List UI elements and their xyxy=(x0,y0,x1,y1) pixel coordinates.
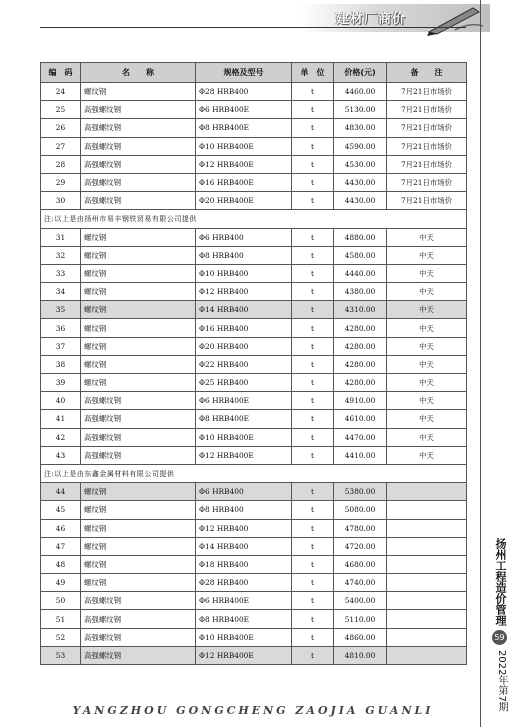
table-row xyxy=(41,137,467,155)
cell-unit: t xyxy=(292,574,334,592)
cell-note: 中天 xyxy=(387,428,467,446)
cell-code: 43 xyxy=(41,446,81,464)
cell-price: 5400.00 xyxy=(334,592,387,610)
cell-spec: Φ8 HRB400E xyxy=(196,610,292,628)
cell-code: 45 xyxy=(41,501,81,519)
table-row xyxy=(41,173,467,191)
col-header-unit: 单 位 xyxy=(292,63,334,83)
cell-spec: Φ6 HRB400E xyxy=(196,592,292,610)
cell-code: 37 xyxy=(41,337,81,355)
cell-unit: t xyxy=(292,155,334,173)
cell-note: 7月21日市场价 xyxy=(387,119,467,137)
cell-spec: Φ12 HRB400 xyxy=(196,519,292,537)
table-row xyxy=(41,574,467,592)
cell-name: 高强螺纹钢 xyxy=(81,119,196,137)
cell-code: 27 xyxy=(41,137,81,155)
cell-note: 7月21日市场价 xyxy=(387,192,467,210)
table-row xyxy=(41,119,467,137)
table-row xyxy=(41,301,467,319)
cell-unit: t xyxy=(292,264,334,282)
cell-price: 4810.00 xyxy=(334,646,387,664)
table-row xyxy=(41,337,467,355)
cell-unit: t xyxy=(292,283,334,301)
cell-note: 7月21日市场价 xyxy=(387,173,467,191)
cell-spec: Φ8 HRB400 xyxy=(196,246,292,264)
cell-note xyxy=(387,574,467,592)
cell-note: 7月21日市场价 xyxy=(387,137,467,155)
cell-code: 42 xyxy=(41,428,81,446)
cell-price: 4780.00 xyxy=(334,519,387,537)
cell-name: 螺纹钢 xyxy=(81,301,196,319)
cell-price: 4280.00 xyxy=(334,355,387,373)
cell-code: 32 xyxy=(41,246,81,264)
cell-name: 螺纹钢 xyxy=(81,519,196,537)
cell-spec: Φ10 HRB400E xyxy=(196,137,292,155)
cell-name: 螺纹钢 xyxy=(81,355,196,373)
cell-code: 24 xyxy=(41,83,81,101)
cell-note xyxy=(387,646,467,664)
cell-note: 7月21日市场价 xyxy=(387,101,467,119)
cell-note xyxy=(387,555,467,573)
cell-spec: Φ28 HRB400 xyxy=(196,83,292,101)
cell-note: 中天 xyxy=(387,301,467,319)
cell-code: 29 xyxy=(41,173,81,191)
cell-unit: t xyxy=(292,83,334,101)
cell-price: 4610.00 xyxy=(334,410,387,428)
cell-name: 高强螺纹钢 xyxy=(81,446,196,464)
supplier-note: 注:以上是由扬州市易丰钢铁贸易有限公司提供 xyxy=(41,210,467,228)
cell-note xyxy=(387,483,467,501)
cell-price: 4410.00 xyxy=(334,446,387,464)
cell-spec: Φ10 HRB400E xyxy=(196,428,292,446)
cell-spec: Φ6 HRB400 xyxy=(196,228,292,246)
cell-name: 高强螺纹钢 xyxy=(81,137,196,155)
cell-price: 5130.00 xyxy=(334,101,387,119)
cell-name: 螺纹钢 xyxy=(81,83,196,101)
cell-spec: Φ6 HRB400E xyxy=(196,392,292,410)
cell-unit: t xyxy=(292,301,334,319)
cell-name: 螺纹钢 xyxy=(81,501,196,519)
cell-unit: t xyxy=(292,428,334,446)
cell-note xyxy=(387,501,467,519)
col-header-name: 名 称 xyxy=(81,63,196,83)
cell-spec: Φ22 HRB400 xyxy=(196,355,292,373)
issue-label: 2022年第7期 xyxy=(496,650,507,712)
cell-spec: Φ10 HRB400 xyxy=(196,264,292,282)
cell-unit: t xyxy=(292,628,334,646)
cell-name: 螺纹钢 xyxy=(81,483,196,501)
cell-price: 5110.00 xyxy=(334,610,387,628)
cell-spec: Φ25 HRB400 xyxy=(196,374,292,392)
cell-unit: t xyxy=(292,337,334,355)
cell-price: 4680.00 xyxy=(334,555,387,573)
cell-spec: Φ16 HRB400E xyxy=(196,173,292,191)
cell-price: 4280.00 xyxy=(334,319,387,337)
cell-code: 46 xyxy=(41,519,81,537)
cell-unit: t xyxy=(292,101,334,119)
cell-code: 36 xyxy=(41,319,81,337)
cell-code: 26 xyxy=(41,119,81,137)
cell-unit: t xyxy=(292,246,334,264)
cell-note xyxy=(387,610,467,628)
cell-note: 中天 xyxy=(387,264,467,282)
cell-name: 螺纹钢 xyxy=(81,337,196,355)
cell-price: 5080.00 xyxy=(334,501,387,519)
table-row xyxy=(41,228,467,246)
cell-price: 4280.00 xyxy=(334,374,387,392)
cell-code: 44 xyxy=(41,483,81,501)
cell-name: 螺纹钢 xyxy=(81,319,196,337)
cell-name: 高强螺纹钢 xyxy=(81,173,196,191)
cell-unit: t xyxy=(292,228,334,246)
cell-name: 高强螺纹钢 xyxy=(81,592,196,610)
cell-unit: t xyxy=(292,592,334,610)
cell-code: 31 xyxy=(41,228,81,246)
table-row xyxy=(41,628,467,646)
cell-unit: t xyxy=(292,555,334,573)
cell-unit: t xyxy=(292,537,334,555)
cell-name: 高强螺纹钢 xyxy=(81,101,196,119)
cell-note: 中天 xyxy=(387,446,467,464)
pen-icon xyxy=(425,2,485,36)
cell-price: 4880.00 xyxy=(334,228,387,246)
cell-name: 高强螺纹钢 xyxy=(81,392,196,410)
cell-code: 25 xyxy=(41,101,81,119)
cell-spec: Φ8 HRB400E xyxy=(196,119,292,137)
page-number-badge: 59 xyxy=(492,630,507,645)
cell-spec: Φ20 HRB400E xyxy=(196,192,292,210)
cell-code: 28 xyxy=(41,155,81,173)
cell-price: 4530.00 xyxy=(334,155,387,173)
cell-code: 49 xyxy=(41,574,81,592)
cell-spec: Φ12 HRB400E xyxy=(196,155,292,173)
cell-unit: t xyxy=(292,483,334,501)
cell-price: 4580.00 xyxy=(334,246,387,264)
table-row xyxy=(41,392,467,410)
cell-name: 高强螺纹钢 xyxy=(81,610,196,628)
table-header-row xyxy=(41,63,467,83)
table-row xyxy=(41,537,467,555)
cell-spec: Φ10 HRB400E xyxy=(196,628,292,646)
cell-unit: t xyxy=(292,137,334,155)
cell-price: 4740.00 xyxy=(334,574,387,592)
cell-note: 中天 xyxy=(387,283,467,301)
cell-name: 高强螺纹钢 xyxy=(81,646,196,664)
cell-code: 41 xyxy=(41,410,81,428)
cell-spec: Φ18 HRB400 xyxy=(196,555,292,573)
cell-price: 4830.00 xyxy=(334,119,387,137)
cell-unit: t xyxy=(292,173,334,191)
header-title: 建材厂商价 xyxy=(336,12,407,27)
table-row xyxy=(41,501,467,519)
cell-note xyxy=(387,519,467,537)
cell-code: 38 xyxy=(41,355,81,373)
cell-name: 高强螺纹钢 xyxy=(81,192,196,210)
table-row xyxy=(41,355,467,373)
table-row xyxy=(41,483,467,501)
cell-code: 50 xyxy=(41,592,81,610)
cell-spec: Φ12 HRB400E xyxy=(196,446,292,464)
cell-code: 30 xyxy=(41,192,81,210)
table-row xyxy=(41,646,467,664)
cell-name: 螺纹钢 xyxy=(81,537,196,555)
cell-unit: t xyxy=(292,119,334,137)
cell-unit: t xyxy=(292,610,334,628)
supplier-note-row xyxy=(41,464,467,482)
supplier-note: 注:以上是由东鑫金属材料有限公司提供 xyxy=(41,464,467,482)
cell-name: 螺纹钢 xyxy=(81,228,196,246)
supplier-note-row xyxy=(41,210,467,228)
cell-spec: Φ14 HRB400 xyxy=(196,301,292,319)
cell-unit: t xyxy=(292,192,334,210)
cell-name: 螺纹钢 xyxy=(81,555,196,573)
cell-note xyxy=(387,537,467,555)
cell-unit: t xyxy=(292,374,334,392)
cell-name: 高强螺纹钢 xyxy=(81,628,196,646)
cell-note: 7月21日市场价 xyxy=(387,155,467,173)
cell-note: 中天 xyxy=(387,337,467,355)
cell-note: 中天 xyxy=(387,319,467,337)
cell-note: 中天 xyxy=(387,228,467,246)
cell-spec: Φ12 HRB400 xyxy=(196,283,292,301)
cell-name: 高强螺纹钢 xyxy=(81,428,196,446)
cell-name: 螺纹钢 xyxy=(81,246,196,264)
table-row xyxy=(41,610,467,628)
cell-price: 4590.00 xyxy=(334,137,387,155)
table-row xyxy=(41,592,467,610)
cell-code: 34 xyxy=(41,283,81,301)
cell-note: 中天 xyxy=(387,246,467,264)
cell-unit: t xyxy=(292,392,334,410)
cell-price: 4280.00 xyxy=(334,337,387,355)
cell-price: 4460.00 xyxy=(334,83,387,101)
cell-price: 4910.00 xyxy=(334,392,387,410)
cell-spec: Φ20 HRB400 xyxy=(196,337,292,355)
cell-code: 40 xyxy=(41,392,81,410)
cell-spec: Φ28 HRB400 xyxy=(196,574,292,592)
cell-code: 53 xyxy=(41,646,81,664)
col-header-price: 价格(元) xyxy=(334,63,387,83)
cell-name: 螺纹钢 xyxy=(81,283,196,301)
col-header-note: 备 注 xyxy=(387,63,467,83)
table-body xyxy=(41,83,467,665)
cell-spec: Φ6 HRB400 xyxy=(196,483,292,501)
cell-note: 中天 xyxy=(387,392,467,410)
table-row xyxy=(41,555,467,573)
cell-code: 33 xyxy=(41,264,81,282)
cell-unit: t xyxy=(292,446,334,464)
cell-name: 螺纹钢 xyxy=(81,374,196,392)
table-row xyxy=(41,155,467,173)
cell-note: 中天 xyxy=(387,355,467,373)
cell-code: 35 xyxy=(41,301,81,319)
cell-code: 48 xyxy=(41,555,81,573)
cell-note: 中天 xyxy=(387,374,467,392)
cell-note: 7月21日市场价 xyxy=(387,83,467,101)
table-row xyxy=(41,264,467,282)
cell-price: 5380.00 xyxy=(334,483,387,501)
header-rule xyxy=(40,27,466,28)
table-row xyxy=(41,410,467,428)
cell-price: 4430.00 xyxy=(334,192,387,210)
cell-name: 螺纹钢 xyxy=(81,574,196,592)
cell-price: 4470.00 xyxy=(334,428,387,446)
table-row xyxy=(41,319,467,337)
table-row xyxy=(41,283,467,301)
cell-unit: t xyxy=(292,519,334,537)
cell-note xyxy=(387,592,467,610)
table-row xyxy=(41,83,467,101)
cell-unit: t xyxy=(292,646,334,664)
cell-code: 47 xyxy=(41,537,81,555)
cell-unit: t xyxy=(292,355,334,373)
table-row xyxy=(41,192,467,210)
cell-note xyxy=(387,628,467,646)
cell-spec: Φ8 HRB400 xyxy=(196,501,292,519)
table-row xyxy=(41,374,467,392)
cell-price: 4440.00 xyxy=(334,264,387,282)
cell-spec: Φ12 HRB400E xyxy=(196,646,292,664)
table-row xyxy=(41,246,467,264)
col-header-spec: 规格及型号 xyxy=(196,63,292,83)
cell-spec: Φ6 HRB400E xyxy=(196,101,292,119)
cell-note: 中天 xyxy=(387,410,467,428)
table-row xyxy=(41,446,467,464)
cell-code: 39 xyxy=(41,374,81,392)
cell-unit: t xyxy=(292,410,334,428)
cell-spec: Φ8 HRB400E xyxy=(196,410,292,428)
sidebar-divider xyxy=(480,0,481,727)
table-row xyxy=(41,519,467,537)
cell-unit: t xyxy=(292,501,334,519)
col-header-code: 编 码 xyxy=(41,63,81,83)
cell-price: 4380.00 xyxy=(334,283,387,301)
cell-name: 高强螺纹钢 xyxy=(81,155,196,173)
cell-spec: Φ16 HRB400 xyxy=(196,319,292,337)
cell-spec: Φ14 HRB400 xyxy=(196,537,292,555)
cell-price: 4720.00 xyxy=(334,537,387,555)
cell-name: 螺纹钢 xyxy=(81,264,196,282)
cell-price: 4310.00 xyxy=(334,301,387,319)
magazine-title: 扬州工程造价管理 xyxy=(494,538,507,626)
footer-text: YANGZHOU GONGCHENG ZAOJIA GUANLI xyxy=(72,704,434,717)
cell-code: 51 xyxy=(41,610,81,628)
cell-code: 52 xyxy=(41,628,81,646)
cell-price: 4430.00 xyxy=(334,173,387,191)
table-row xyxy=(41,101,467,119)
cell-unit: t xyxy=(292,319,334,337)
cell-price: 4860.00 xyxy=(334,628,387,646)
table-row xyxy=(41,428,467,446)
price-table xyxy=(40,62,467,665)
cell-name: 高强螺纹钢 xyxy=(81,410,196,428)
